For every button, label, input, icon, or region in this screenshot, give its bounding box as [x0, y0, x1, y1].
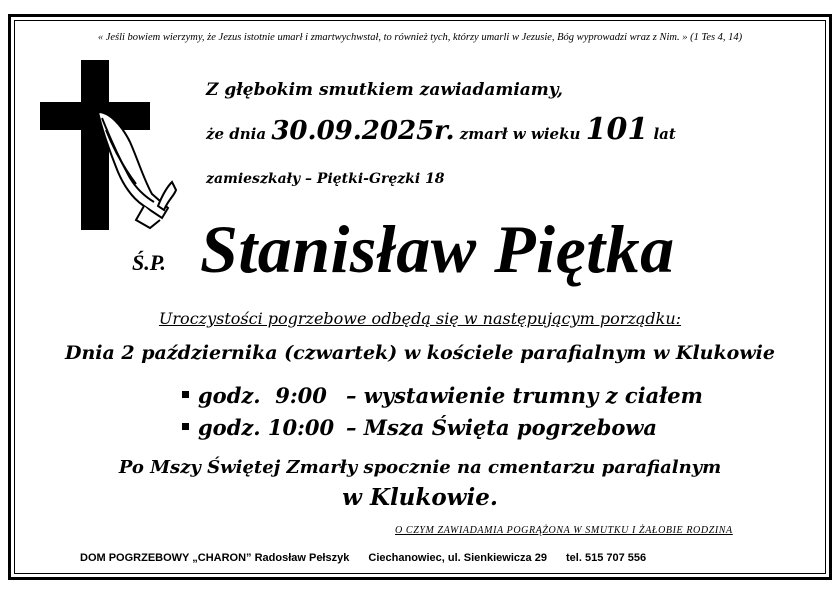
cross-with-praying-hands-emblem	[40, 60, 180, 232]
bullet-icon	[182, 391, 189, 398]
bible-quote: « Jeśli bowiem wierzymy, że Jezus istotnie umarł i zmartwychwstał, to również tych, którzy umarli w Jezusie, Bóg wyprowadzi wraz z Nim. » (1 Tes 4, 14)	[97, 32, 743, 43]
cross-icon	[40, 60, 150, 230]
age-suffix: lat	[653, 125, 676, 143]
schedule-event: – wystawienie trumny z ciałem	[346, 383, 703, 408]
funeral-home-address: Ciechanowiec, ul. Sienkiewicza 29	[368, 552, 547, 564]
date-prefix: że dnia	[206, 125, 267, 143]
schedule-item	[182, 415, 657, 440]
ceremony-heading: Uroczystości pogrzebowe odbędą się w następującym porządku:	[158, 309, 682, 328]
schedule-item	[182, 383, 703, 408]
deceased-name: Stanisław Piętka	[200, 211, 675, 287]
funeral-date-line: Dnia 2 października (czwartek) w kościele parafialnym w Klukowie	[65, 342, 775, 364]
death-date: 30.09.2025r.	[271, 116, 455, 146]
death-info-line	[206, 112, 676, 147]
schedule-event: – Msza Święta pogrzebowa	[346, 415, 658, 440]
sp-prefix: Ś.P.	[132, 250, 166, 275]
age-prefix: zmarł w wieku	[459, 125, 581, 143]
schedule-time: godz. 9:00	[198, 383, 327, 408]
residence-text: zamieszkały – Piętki-Gręzki 18	[206, 171, 445, 187]
funeral-home-footer	[80, 552, 662, 564]
family-signature: O CZYM ZAWIADAMIA POGRĄŻONA W SMUTKU I ŻAŁOBIE RODZINA	[395, 525, 733, 536]
bullet-icon	[182, 423, 189, 430]
burial-text-line1: Po Mszy Świętej Zmarły spocznie na cmentarzu parafialnym	[118, 457, 722, 478]
funeral-home-phone: tel. 515 707 556	[566, 552, 647, 564]
burial-text-line2: w Klukowie.	[342, 484, 498, 511]
intro-text: Z głębokim smutkiem zawiadamiamy,	[206, 80, 563, 100]
schedule-time: godz. 10:00	[198, 415, 335, 440]
funeral-home-name: DOM POGRZEBOWY „CHARON” Radosław Pełszyk	[80, 552, 350, 564]
age-value: 101	[585, 112, 649, 147]
